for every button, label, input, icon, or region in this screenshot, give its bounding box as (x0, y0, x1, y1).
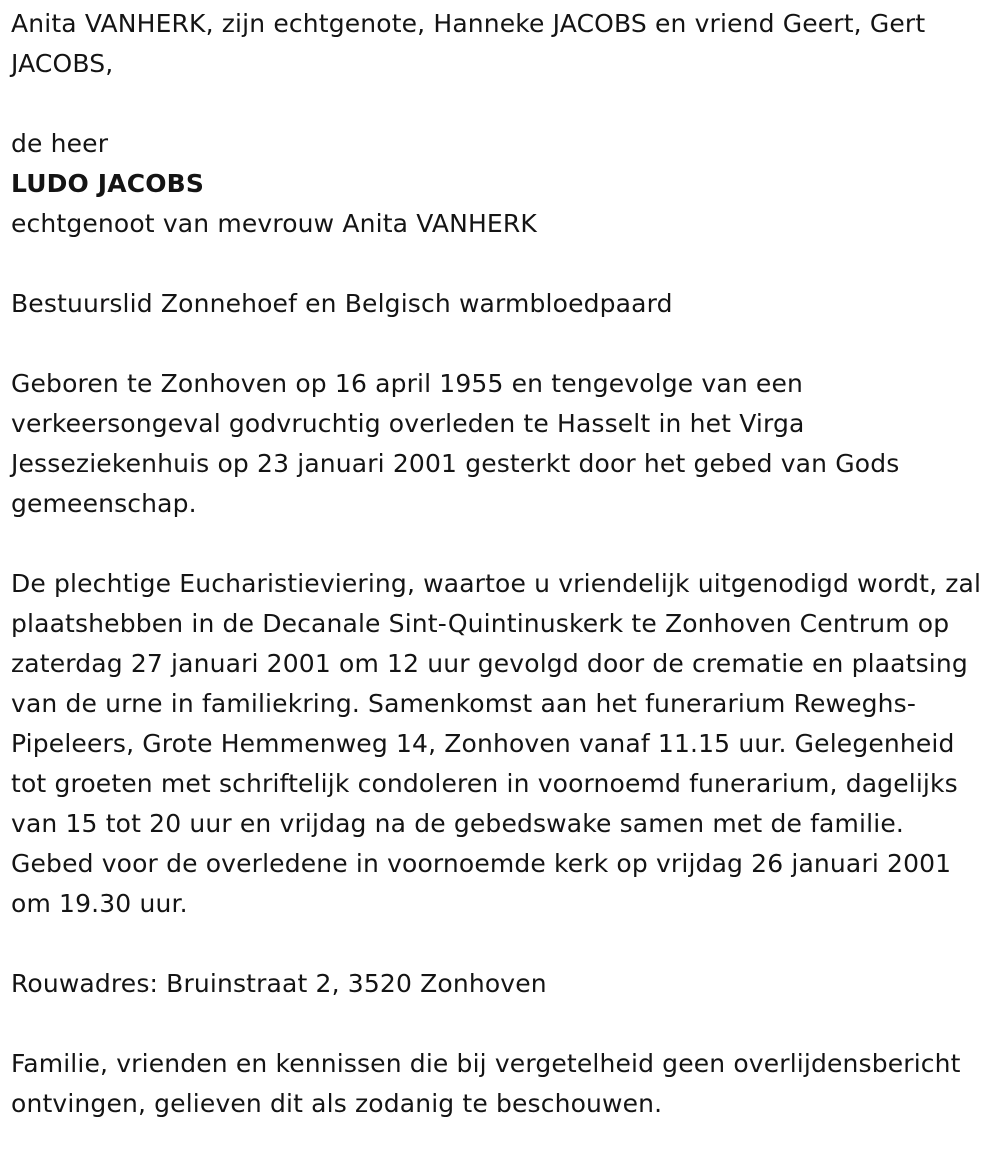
obituary-notice (11, 4, 988, 1124)
spacer (11, 924, 988, 964)
intro-paragraph: Anita VANHERK, zijn echtgenote, Hanneke JACOBS en vriend Geert, Gert JACOBS, (11, 9, 926, 78)
address-line: Rouwadres: Bruinstraat 2, 3520 Zonhoven (11, 969, 547, 998)
birth-death-paragraph: Geboren te Zonhoven op 16 april 1955 en tengevolge van een verkeersongeval godvruchtig overleden te Hasselt in het Virga Jesseziekenhuis op 23 januari 2001 gesterkt door het gebed van Gods gemeenschap. (11, 369, 900, 518)
spacer (11, 84, 988, 124)
deceased-name: LUDO JACOBS (11, 169, 205, 198)
closing-paragraph: Familie, vrienden en kennissen die bij vergetelheid geen overlijdensbericht ontvingen, gelieven dit als zodanig te beschouwen. (11, 1049, 961, 1118)
spacer (11, 244, 988, 284)
salutation: de heer (11, 129, 109, 158)
spacer (11, 1004, 988, 1044)
spacer (11, 524, 988, 564)
role-line: Bestuurslid Zonnehoef en Belgisch warmbloedpaard (11, 289, 673, 318)
ceremony-paragraph: De plechtige Eucharistieviering, waartoe u vriendelijk uitgenodigd wordt, zal plaatshebben in de Decanale Sint-Quintinuskerk te Zonhoven Centrum op zaterdag 27 januari 2001 om 12 uur gevolgd door de crematie en plaatsing van de urne in familiekring. Samenkomst aan het funerarium Reweghs-Pipeleers, Grote Hemmenweg 14, Zonhoven vanaf 11.15 uur. Gelegenheid tot groeten met schriftelijk condoleren in voornoemd funerarium, dagelijks van 15 tot 20 uur en vrijdag na de gebedswake samen met de familie. Gebed voor de overledene in voornoemde kerk op vrijdag 26 januari 2001 om 19.30 uur. (11, 569, 982, 918)
spouse-line: echtgenoot van mevrouw Anita VANHERK (11, 209, 537, 238)
spacer (11, 324, 988, 364)
